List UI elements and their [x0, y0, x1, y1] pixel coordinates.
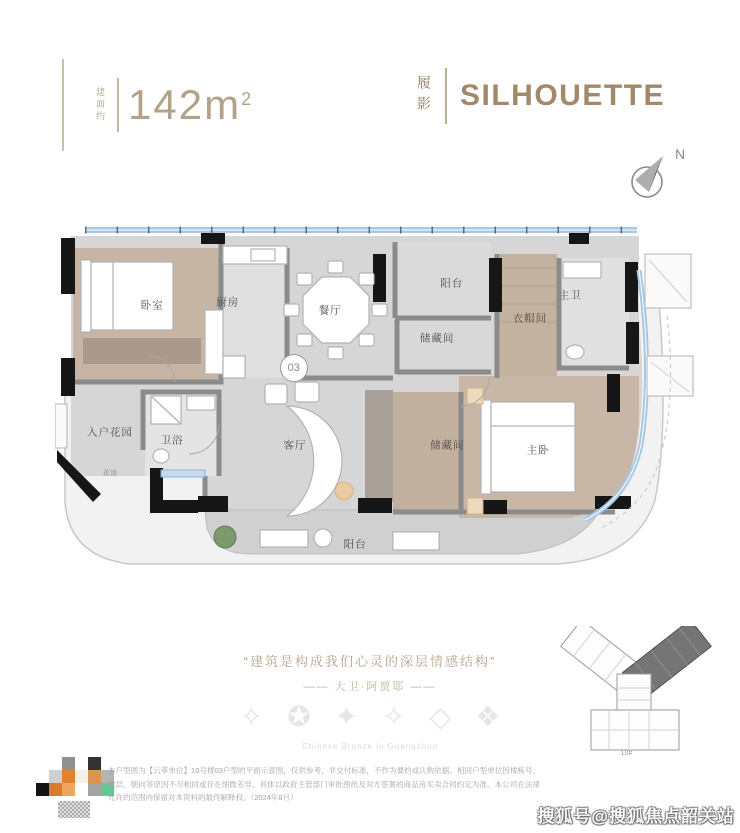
floor-plan: [55, 210, 695, 600]
header-rule: [62, 59, 64, 151]
room-label-entry-garden: 入户花园: [87, 426, 134, 439]
header-rule-2: [117, 78, 119, 132]
logo-cell: [88, 770, 101, 783]
room-label-dining: 餐厅: [318, 304, 342, 317]
logo-cell: [88, 757, 101, 770]
room-label-living: 客厅: [283, 439, 307, 452]
room-label-cloakroom: 衣帽间: [512, 312, 548, 325]
diamond-ornament-icon: ✧: [239, 701, 264, 732]
logo-cell: [62, 783, 75, 796]
room-label-bathroom: 卫浴: [160, 434, 184, 447]
key-plan-building-label: 10#: [620, 750, 633, 757]
room-label-balcony-top: 阳台: [440, 277, 464, 290]
room-label-planter: 花池: [103, 469, 118, 477]
brand-name-en: SILHOUETTE: [460, 79, 666, 112]
brand-name-cn: 履影: [416, 75, 432, 117]
logo-cell: [88, 783, 101, 796]
brand-divider: [445, 68, 447, 124]
diamond-ornament-icon: ✪: [287, 701, 311, 732]
area-number: 142m: [128, 81, 242, 128]
logo-cell: [75, 770, 88, 783]
key-plan-graphic: [545, 626, 725, 751]
room-label-balcony-bottom: 阳台: [343, 538, 367, 551]
unit-number-badge: 03: [280, 354, 308, 382]
diamond-ornament-icon: ◇: [429, 701, 452, 732]
quote-author: —— 大卫·阿贾耶 ——: [303, 681, 437, 693]
plant: [335, 482, 353, 500]
qr-code: [58, 801, 90, 818]
floor-plan-graphic: [55, 210, 695, 600]
nightstand: [467, 388, 483, 404]
logo-cell: [62, 757, 75, 770]
compass-north-label: N: [675, 146, 686, 162]
room-label-master-bath: 主卫: [558, 289, 582, 302]
key-plan: [545, 626, 725, 768]
compass-icon: [613, 146, 723, 210]
room-label-kitchen: 厨房: [216, 296, 240, 309]
nightstand: [467, 498, 483, 514]
diamond-ornament-icon: ✧: [382, 701, 406, 732]
feature-wall: [365, 390, 393, 502]
area-prefix-label: 建面约: [95, 87, 105, 123]
developer-logo: [36, 757, 116, 797]
logo-cell: [49, 770, 62, 783]
area-exponent: 2: [241, 89, 252, 109]
area-header: [62, 58, 251, 152]
logo-cell: [49, 783, 62, 796]
room-label-master-bedroom: 主卧: [526, 444, 550, 457]
logo-cell: [36, 783, 49, 796]
watermark: 搜狐号@搜狐焦点韶关站: [537, 807, 735, 826]
logo-cell: [62, 770, 75, 783]
room-label-bedroom: 卧室: [140, 299, 164, 312]
brand-header: [414, 60, 665, 132]
tagline: Chinese Bronze in Guangzhou: [302, 742, 438, 751]
room-label-storage-lower: 储藏间: [430, 439, 465, 452]
quote-text: “建筑是构成我们心灵的深层情感结构”: [243, 654, 497, 669]
room-label-storage-top: 储藏间: [419, 332, 455, 345]
disclaimer-text: 本户型图为【云萃单位】10号楼03户型的平面示意图，仅供参考，非交付标准，不作为要约或认购依据。相同户型单位因楼栋号、楼层、朝向等原因不尽相同或存在细微差异，具体以政府主管部门审批图纸及双方签署的商品房买卖合同约定为准。本公司在法律允许的范围内保留对本资料的最终解释权。（2024年8月）: [108, 766, 540, 802]
diamond-ornament-icon: ✦: [334, 701, 359, 732]
plant: [214, 526, 236, 548]
diamond-ornament-icon: ❖: [475, 701, 501, 732]
area-value: [128, 81, 252, 128]
compass: [613, 146, 723, 210]
